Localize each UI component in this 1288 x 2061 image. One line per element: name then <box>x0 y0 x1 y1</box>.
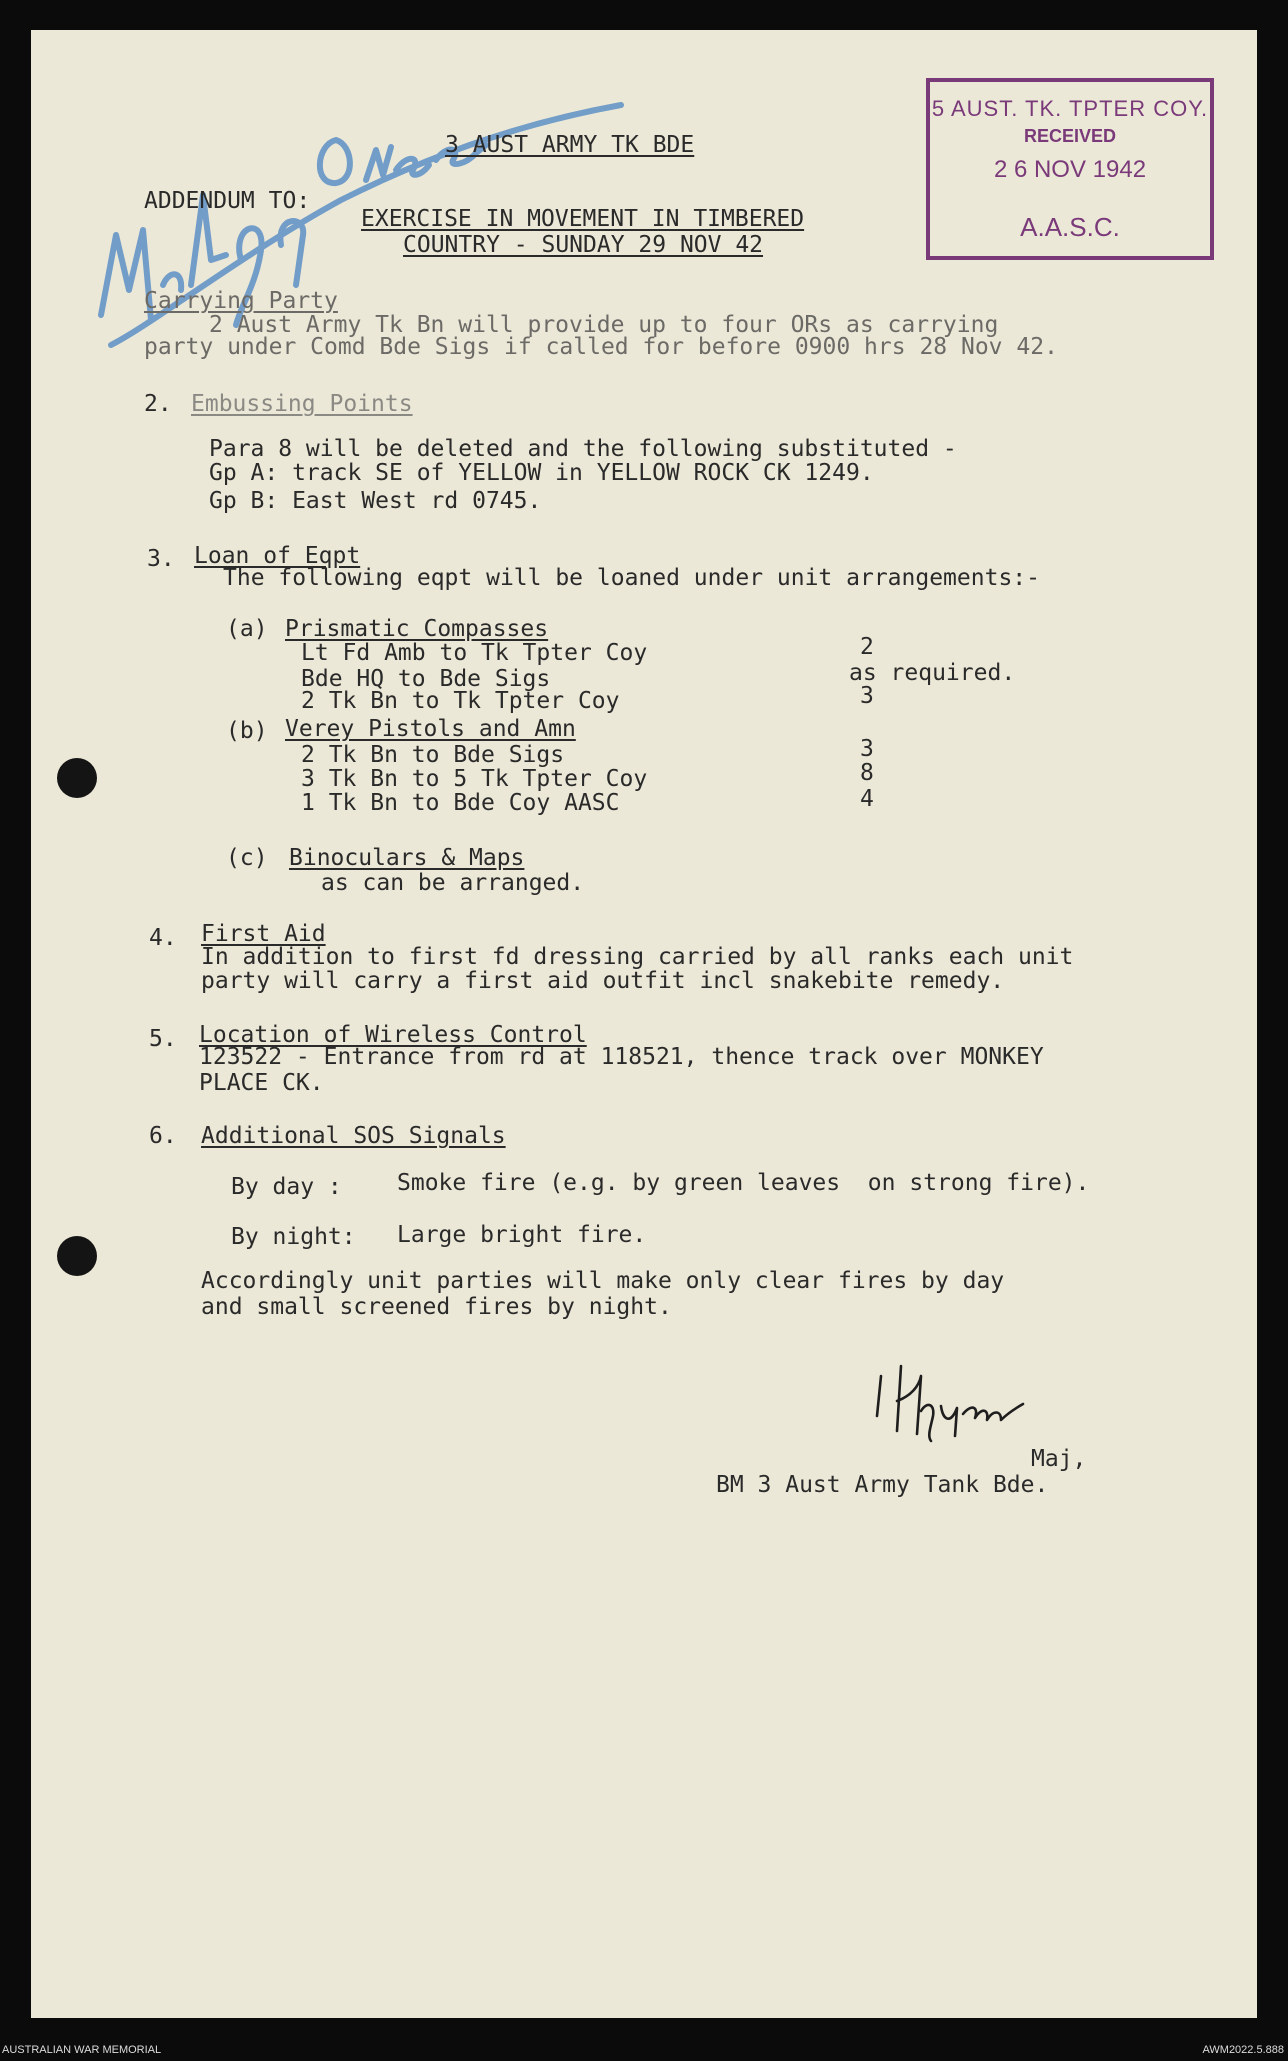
sub-b-item-3-qty: 4 <box>860 786 874 812</box>
sub-a-item-2-desc: Bde HQ to Bde Sigs <box>301 666 551 692</box>
section-2-line-3: Gp B: East West rd 0745. <box>209 488 542 514</box>
punch-hole-bottom <box>57 1236 97 1276</box>
section-3-intro: The following eqpt will be loaned under unit arrangements:- <box>223 565 1040 591</box>
section-6-closing-2: and small screened fires by night. <box>201 1294 672 1320</box>
sub-a-item-3-qty: 3 <box>860 683 874 709</box>
stamp-unit: 5 AUST. TK. TPTER COY. <box>931 96 1209 121</box>
received-stamp <box>926 78 1214 260</box>
sub-b-label: (b) <box>226 718 268 744</box>
section-4-heading: First Aid <box>201 921 326 947</box>
section-2-number: 2. <box>144 391 172 417</box>
sub-b-heading: Verey Pistols and Amn <box>285 716 576 742</box>
section-1-line-2: party under Comd Bde Sigs if called for before 0900 hrs 28 Nov 42. <box>144 334 1058 360</box>
signatory-appointment: BM 3 Aust Army Tank Bde. <box>716 1472 1049 1498</box>
section-5-line-1: 123522 - Entrance from rd at 118521, thence track over MONKEY <box>199 1044 1044 1070</box>
section-6-number: 6. <box>149 1123 177 1149</box>
addendum-label: ADDENDUM TO: <box>144 188 311 214</box>
section-4-line-2: party will carry a first aid outfit incl snakebite remedy. <box>201 968 1005 994</box>
section-5-number: 5. <box>149 1026 177 1052</box>
sub-a-item-1-qty: 2 <box>860 634 874 660</box>
section-1-heading: Carrying Party <box>144 288 338 314</box>
sub-a-item-2-qty: as required. <box>849 660 1016 686</box>
section-5-line-2: PLACE CK. <box>199 1070 324 1096</box>
sub-b-item-3-desc: 1 Tk Bn to Bde Coy AASC <box>301 790 620 816</box>
section-6-closing-1: Accordingly unit parties will make only clear fires by day <box>201 1268 1005 1294</box>
section-2-line-1: Para 8 will be deleted and the following substituted - <box>209 436 957 462</box>
sub-a-item-1-desc: Lt Fd Amb to Tk Tpter Coy <box>301 640 648 666</box>
by-night-label: By night: <box>231 1224 356 1250</box>
section-3-number: 3. <box>147 546 175 572</box>
sub-b-item-2-desc: 3 Tk Bn to 5 Tk Tpter Coy <box>301 766 648 792</box>
by-day-text: Smoke fire (e.g. by green leaves on strong fire). <box>397 1170 1090 1196</box>
section-5-heading: Location of Wireless Control <box>199 1022 587 1048</box>
by-night-text: Large bright fire. <box>397 1222 647 1248</box>
document-page <box>31 30 1257 2018</box>
section-2-heading: Embussing Points <box>191 391 413 417</box>
sub-a-item-3-desc: 2 Tk Bn to Tk Tpter Coy <box>301 688 620 714</box>
stamp-date: 2 6 NOV 1942 <box>993 156 1147 183</box>
footer-left: AUSTRALIAN WAR MEMORIAL <box>2 2044 162 2056</box>
section-2-line-2: Gp A: track SE of YELLOW in YELLOW ROCK CK 1249. <box>209 460 874 486</box>
section-1-line-1: 2 Aust Army Tk Bn will provide up to four ORs as carrying <box>209 312 999 338</box>
sub-b-item-2-qty: 8 <box>860 760 874 786</box>
sub-a-heading: Prismatic Compasses <box>285 616 549 642</box>
section-6-heading: Additional SOS Signals <box>201 1123 506 1149</box>
section-4-number: 4. <box>149 925 177 951</box>
signature <box>871 1356 1091 1446</box>
sub-c-label: (c) <box>226 845 268 871</box>
stamp-corps: A.A.S.C. <box>1020 212 1120 242</box>
signatory-rank: Maj, <box>1031 1446 1087 1472</box>
subject-line-1: EXERCISE IN MOVEMENT IN TIMBERED <box>361 206 805 232</box>
footer-right: AWM2022.5.888 <box>1202 2044 1284 2056</box>
section-3-heading: Loan of Eqpt <box>194 543 361 569</box>
by-day-label: By day : <box>231 1174 342 1200</box>
document-title: 3 AUST ARMY TK BDE <box>445 132 695 158</box>
punch-hole-top <box>57 758 97 798</box>
sub-b-item-1-qty: 3 <box>860 736 874 762</box>
signature-text: I. Hyam <box>871 1356 876 1357</box>
stamp-status: RECEIVED <box>1023 126 1117 146</box>
sub-c-heading: Binoculars & Maps <box>289 845 525 871</box>
subject-line-2: COUNTRY - SUNDAY 29 NOV 42 <box>403 232 764 258</box>
sub-b-item-1-desc: 2 Tk Bn to Bde Sigs <box>301 742 565 768</box>
sub-a-label: (a) <box>226 616 268 642</box>
section-4-line-1: In addition to first fd dressing carried by all ranks each unit <box>201 944 1074 970</box>
sub-c-text: as can be arranged. <box>321 870 585 896</box>
